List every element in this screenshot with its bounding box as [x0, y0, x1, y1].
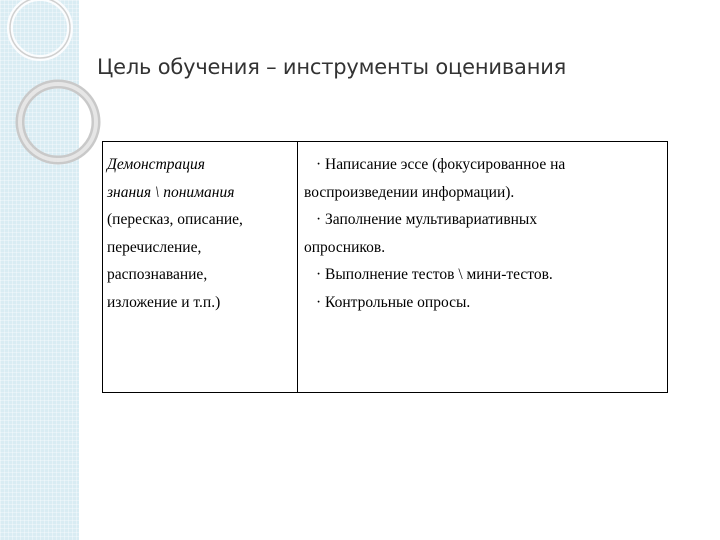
table-cell-right [298, 142, 668, 393]
cell-line: Демонстрация [107, 156, 205, 173]
bullet-item: · Заполнение мультивариативных [316, 211, 538, 228]
table-row [103, 142, 668, 393]
bullet-item: · Написание эссе (фокусированное на [316, 156, 566, 173]
cell-line: перечисление, [107, 238, 202, 256]
cell-line: опросников. [304, 238, 386, 256]
cell-line: распознавание, [107, 266, 208, 283]
cell-line: (пересказ, описание, [107, 211, 243, 228]
slide-title: Цель обучения – инструменты оценивания [97, 55, 567, 79]
cell-line: воспроизведении информации). [304, 183, 515, 201]
cell-line: изложение и т.п.) [107, 293, 221, 311]
content-table [102, 141, 668, 393]
bullet-item: · Выполнение тестов \ мини-тестов. [316, 266, 553, 283]
decorative-rings-icon [0, 0, 110, 200]
cell-line: знания \ понимания [107, 183, 235, 201]
table-cell-left [103, 142, 298, 393]
bullet-item: · Контрольные опросы. [316, 293, 471, 311]
